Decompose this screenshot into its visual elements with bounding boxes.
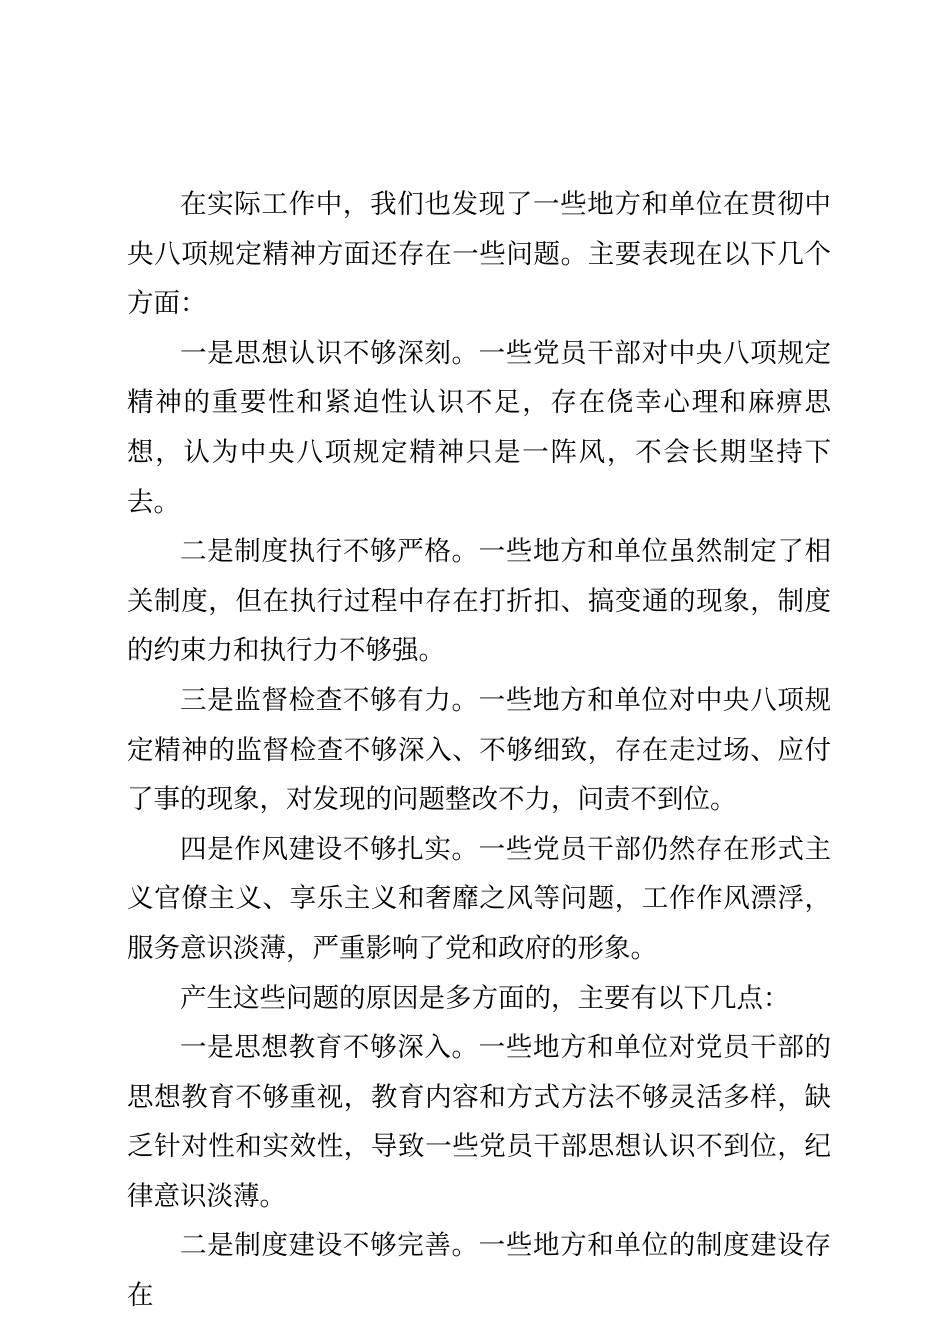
paragraph-intro: 在实际工作中，我们也发现了一些地方和单位在贯彻中央八项规定精神方面还存在一些问题。主要表现在以下几个方面：	[127, 189, 831, 320]
paragraph-cause-1: 一是思想教育不够深入。一些地方和单位对党员干部的思想教育不够重视，教育内容和方式方法不够灵活多样，缺乏针对性和实效性，导致一些党员干部思想认识不到位，纪律意识淡薄。	[127, 1032, 831, 1212]
paragraph-cause-2: 二是制度建设不够完善。一些地方和单位的制度建设存在	[127, 1230, 831, 1312]
paragraph-problem-3: 三是监督检查不够有力。一些地方和单位对中央八项规定精神的监督检查不够深入、不够细致，存在走过场、应付了事的现象，对发现的问题整改不力，问责不到位。	[127, 684, 831, 816]
paragraph-problem-4: 四是作风建设不够扎实。一些党员干部仍然存在形式主义官僚主义、享乐主义和奢靡之风等问题，工作作风漂浮，服务意识淡薄，严重影响了党和政府的形象。	[127, 833, 831, 964]
paragraph-problem-1: 一是思想认识不够深刻。一些党员干部对中央八项规定精神的重要性和紧迫性认识不足，存在侥幸心理和麻痹思想，认为中央八项规定精神只是一阵风，不会长期坚持下去。	[127, 337, 831, 518]
paragraph-problem-2: 二是制度执行不够严格。一些地方和单位虽然制定了相关制度，但在执行过程中存在打折扣、搞变通的现象，制度的约束力和执行力不够强。	[127, 536, 831, 667]
paragraph-causes-intro: 产生这些问题的原因是多方面的，主要有以下几点：	[180, 982, 790, 1014]
document-body	[127, 180, 831, 1321]
